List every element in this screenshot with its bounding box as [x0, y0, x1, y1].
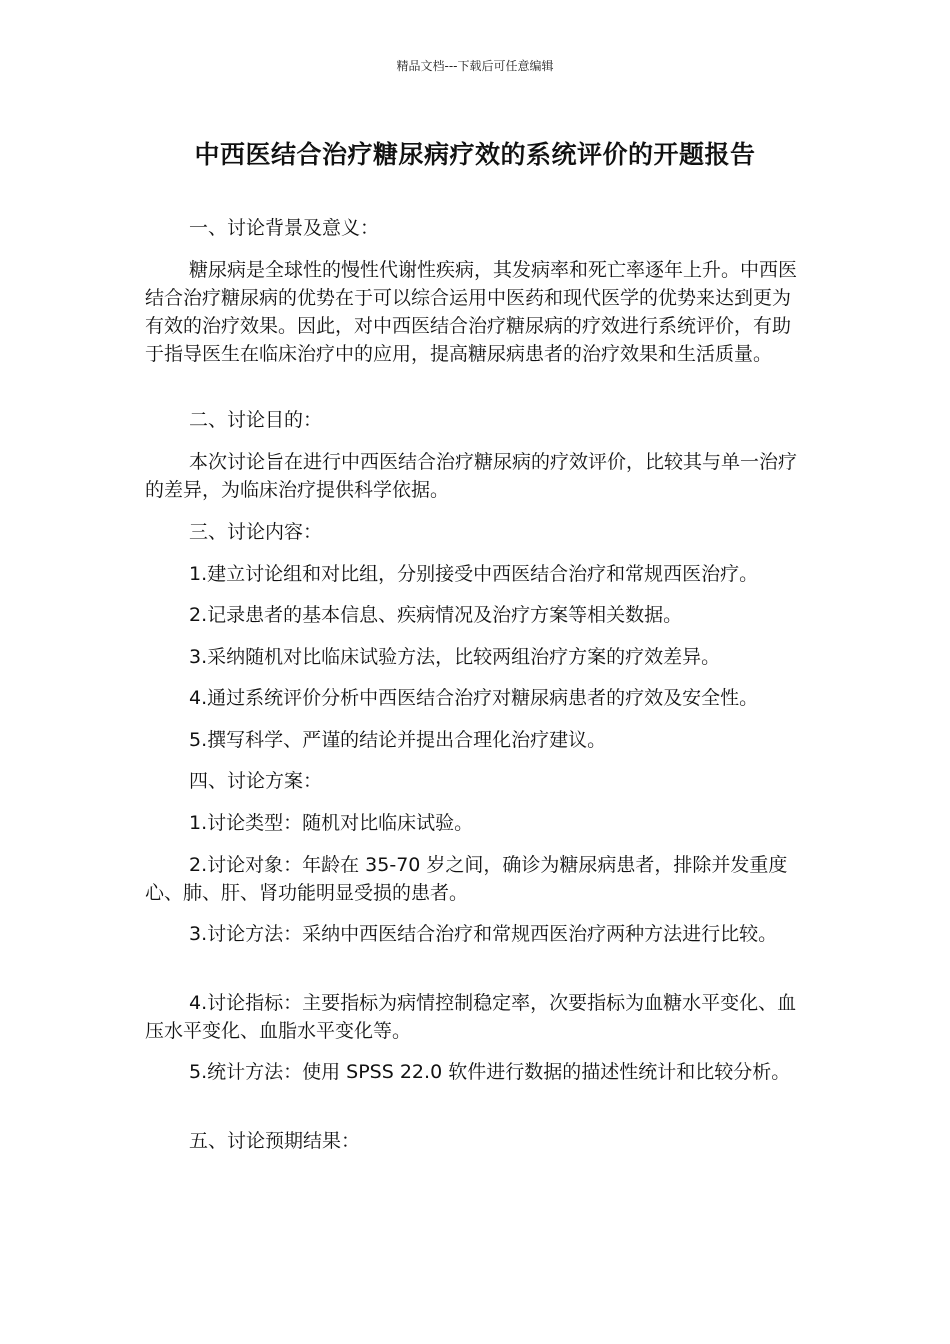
- page-header-note: 精品文档---下载后可任意编辑: [396, 59, 554, 73]
- paragraph-background: [145, 256, 805, 368]
- list-item-text: 3.讨论方法：采纳中西医结合治疗和常规西医治疗两种方法进行比较。: [189, 923, 778, 945]
- list-item-text: 4.讨论指标：主要指标为病情控制稳定率，次要指标为血糖水平变化、血压水平变化、血脂水平变化等。: [145, 992, 797, 1042]
- content-item-4: [145, 684, 805, 712]
- content-item-2: [145, 601, 805, 629]
- section-heading-background: [145, 214, 805, 242]
- heading-text: 二、讨论目的：: [189, 409, 323, 431]
- content-item-5: [145, 726, 805, 754]
- document-title: 中西医结合治疗糖尿病疗效的系统评价的开题报告: [194, 140, 756, 169]
- list-item-text: 2.讨论对象：年龄在 35-70 岁之间，确诊为糖尿病患者，排除并发重度心、肺、肝、肾功能明显受损的患者。: [145, 854, 788, 904]
- paragraph-text: 本次讨论旨在进行中西医结合治疗糖尿病的疗效评价，比较其与单一治疗的差异，为临床治疗提供科学依据。: [145, 451, 798, 501]
- plan-item-1: [145, 809, 805, 837]
- heading-text: 四、讨论方案：: [189, 770, 323, 792]
- section-heading-expected-results: [145, 1127, 805, 1155]
- heading-text: 一、讨论背景及意义：: [189, 217, 380, 239]
- section-heading-plan: [145, 767, 805, 795]
- paragraph-purpose: [145, 448, 805, 504]
- plan-item-3: [145, 920, 805, 948]
- heading-text: 五、讨论预期结果：: [189, 1130, 361, 1152]
- list-item-text: 2.记录患者的基本信息、疾病情况及治疗方案等相关数据。: [189, 604, 683, 626]
- list-item-text: 1.讨论类型：随机对比临床试验。: [189, 812, 474, 834]
- content-item-1: [145, 560, 805, 588]
- list-item-text: 3.采纳随机对比临床试验方法，比较两组治疗方案的疗效差异。: [189, 646, 721, 668]
- plan-item-2: [145, 851, 805, 907]
- plan-item-5: [145, 1058, 805, 1086]
- heading-text: 三、讨论内容：: [189, 521, 323, 543]
- list-item-text: 1.建立讨论组和对比组，分别接受中西医结合治疗和常规西医治疗。: [189, 563, 759, 585]
- list-item-text: 5.撰写科学、严谨的结论并提出合理化治疗建议。: [189, 729, 607, 751]
- section-heading-content: [145, 518, 805, 546]
- list-item-text: 5.统计方法：使用 SPSS 22.0 软件进行数据的描述性统计和比较分析。: [189, 1061, 791, 1083]
- section-heading-purpose: [145, 406, 805, 434]
- list-item-text: 4.通过系统评价分析中西医结合治疗对糖尿病患者的疗效及安全性。: [189, 687, 759, 709]
- plan-item-4: [145, 989, 805, 1045]
- paragraph-text: 糖尿病是全球性的慢性代谢性疾病，其发病率和死亡率逐年上升。中西医结合治疗糖尿病的优势在于可以综合运用中医药和现代医学的优势来达到更为有效的治疗效果。因此，对中西医结合治疗糖尿病的疗效进行系统评价，有助于指导医生在临床治疗中的应用，提高糖尿病患者的治疗效果和生活质量。: [145, 259, 798, 365]
- content-item-3: [145, 643, 805, 671]
